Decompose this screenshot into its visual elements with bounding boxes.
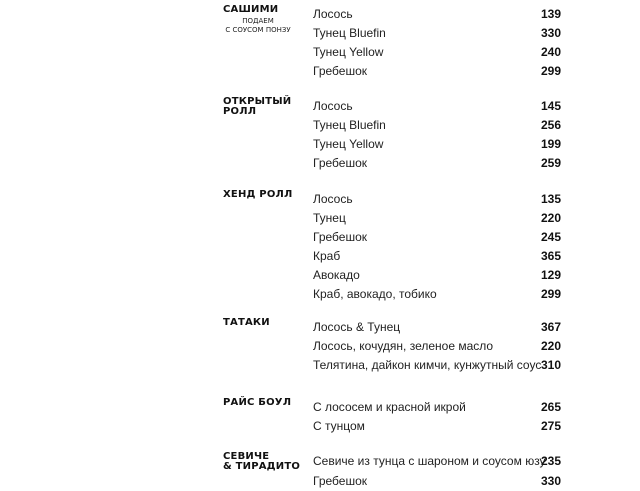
item-price: 330 (540, 474, 561, 488)
item-name: Лосось (313, 192, 353, 206)
section-title: ХЕНД РОЛЛ (223, 189, 293, 200)
section-title: СЕВИЧЕ & ТИРАДИТО (223, 451, 301, 472)
menu-item (0, 318, 640, 337)
item-price: 310 (540, 358, 561, 372)
item-price: 367 (540, 320, 561, 334)
item-name: Тунец Yellow (313, 137, 384, 151)
menu-item (0, 209, 640, 228)
item-price: 139 (540, 7, 561, 21)
menu-item (0, 356, 640, 375)
item-name: Севиче из тунца с шароном и соусом юзу (313, 454, 546, 468)
section-title: САШИМИ (223, 4, 279, 15)
item-name: Лосось & Тунец (313, 320, 401, 334)
item-price: 240 (540, 45, 561, 59)
section-title: ОТКРЫТЫЙ РОЛЛ (223, 96, 292, 117)
section-subtitle: ПОДАЕМ С СОУСОМ ПОНЗУ (225, 17, 291, 34)
item-name: Тунец Bluefin (313, 118, 386, 132)
menu-item (0, 228, 640, 247)
item-price: 220 (540, 211, 561, 225)
menu-item (0, 266, 640, 285)
item-price: 299 (540, 287, 561, 301)
item-name: Гребешок (313, 230, 367, 244)
item-name: Тунец (313, 211, 346, 225)
menu-item (0, 452, 640, 471)
menu-item (0, 417, 640, 436)
item-price: 256 (540, 118, 561, 132)
menu-item (0, 190, 640, 209)
item-name: Гребешок (313, 474, 367, 488)
item-price: 330 (540, 26, 561, 40)
menu-item (0, 43, 640, 62)
menu-item (0, 154, 640, 173)
item-name: Тунец Bluefin (313, 26, 386, 40)
menu-item (0, 62, 640, 81)
item-name: Гребешок (313, 156, 367, 170)
item-price: 245 (540, 230, 561, 244)
menu-item (0, 398, 640, 417)
item-price: 365 (540, 249, 561, 263)
menu-item (0, 472, 640, 488)
item-name: Лосось (313, 7, 353, 21)
menu-item (0, 135, 640, 154)
menu-item (0, 247, 640, 266)
item-price: 259 (540, 156, 561, 170)
item-price: 235 (540, 454, 561, 468)
section-title: РАЙС БОУЛ (223, 397, 292, 408)
item-name: Гребешок (313, 64, 367, 78)
item-name: Краб (313, 249, 341, 263)
item-price: 299 (540, 64, 561, 78)
item-price: 220 (540, 339, 561, 353)
menu-item (0, 285, 640, 304)
menu-item (0, 97, 640, 116)
menu-item (0, 116, 640, 135)
menu-item (0, 24, 640, 43)
item-price: 275 (540, 419, 561, 433)
item-name: С лососем и красной икрой (313, 400, 466, 414)
item-price: 145 (540, 99, 561, 113)
section-title: ТАТАКИ (223, 317, 270, 328)
item-name: Авокадо (313, 268, 360, 282)
item-name: Краб, авокадо, тобико (313, 287, 437, 301)
item-name: Телятина, дайкон кимчи, кунжутный соус (313, 358, 542, 372)
item-name: С тунцом (313, 419, 365, 433)
item-price: 129 (540, 268, 561, 282)
item-name: Лосось, кочудян, зеленое масло (313, 339, 494, 353)
menu-item (0, 337, 640, 356)
item-price: 265 (540, 400, 561, 414)
item-price: 135 (540, 192, 561, 206)
item-price: 199 (540, 137, 561, 151)
menu-item (0, 5, 640, 24)
item-name: Тунец Yellow (313, 45, 384, 59)
item-name: Лосось (313, 99, 353, 113)
